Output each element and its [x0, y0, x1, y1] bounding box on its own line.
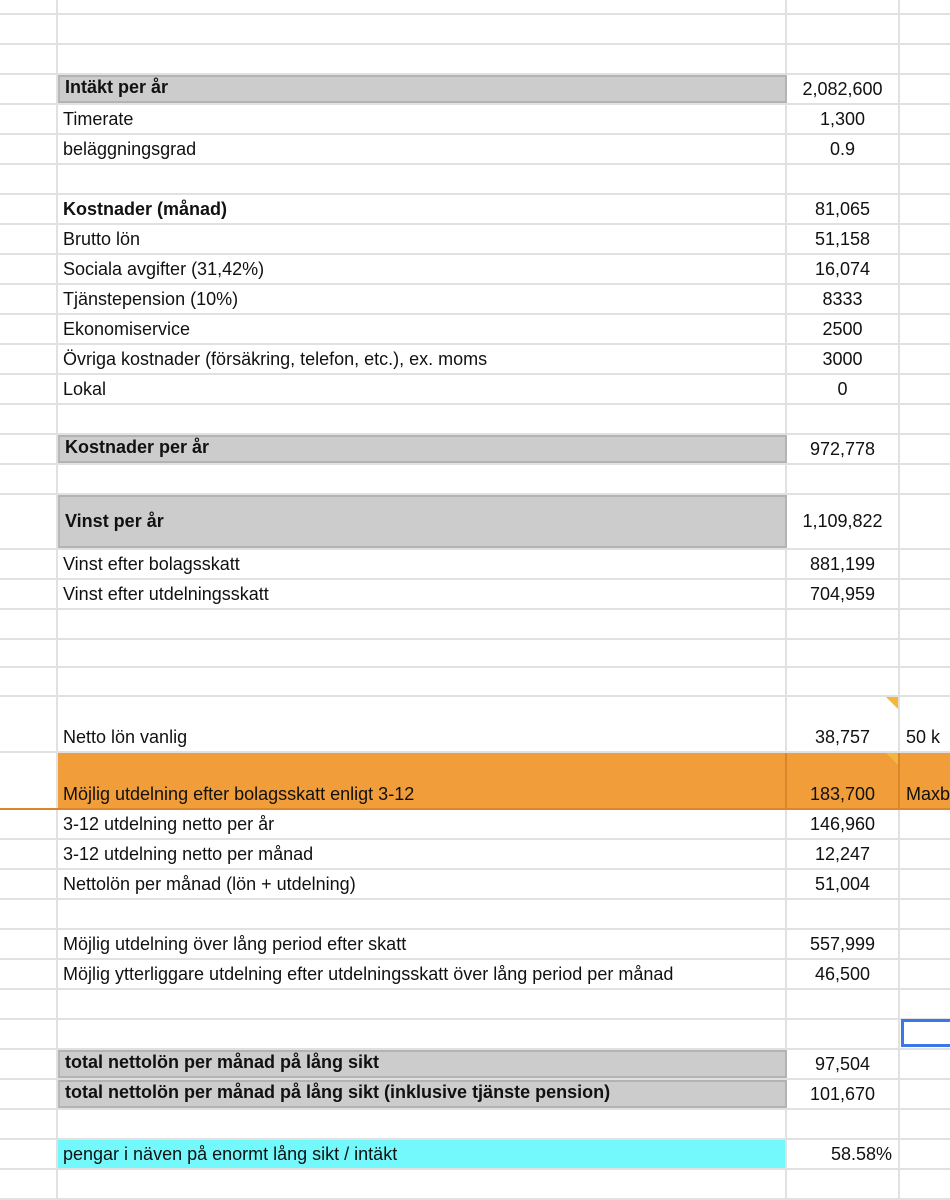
row-header-cell[interactable]	[0, 900, 58, 928]
extra-cell[interactable]	[900, 195, 950, 223]
sheet-row	[0, 580, 950, 610]
label-cell[interactable]: Netto lön vanlig	[58, 697, 787, 751]
row-header-cell[interactable]	[0, 697, 58, 751]
extra-cell[interactable]	[900, 840, 950, 868]
row-header-cell[interactable]	[0, 1050, 58, 1078]
row-header-cell[interactable]	[0, 45, 58, 73]
extra-cell[interactable]	[900, 0, 950, 13]
sheet-row	[0, 900, 950, 930]
row-header-cell[interactable]	[0, 135, 58, 163]
label-cell[interactable]	[58, 465, 787, 493]
row-header-cell[interactable]	[0, 640, 58, 666]
label-cell[interactable]	[58, 405, 787, 433]
value-cell[interactable]	[787, 990, 900, 1018]
row-header-cell[interactable]	[0, 405, 58, 433]
value-cell[interactable]: 51,158	[787, 225, 900, 253]
value-cell[interactable]	[787, 465, 900, 493]
sheet-row	[0, 550, 950, 580]
row-header-cell[interactable]	[0, 1080, 58, 1108]
sheet-row	[0, 15, 950, 45]
label-cell[interactable]	[58, 610, 787, 638]
label-cell[interactable]	[58, 1170, 787, 1198]
value-cell[interactable]	[787, 1020, 900, 1048]
sheet-row	[0, 375, 950, 405]
label-cell[interactable]: beläggningsgrad	[58, 135, 787, 163]
value-cell[interactable]	[787, 900, 900, 928]
label-cell[interactable]: pengar i näven på enormt lång sikt / intäkt	[58, 1140, 787, 1168]
sheet-row	[0, 640, 950, 668]
row-header-cell[interactable]	[0, 580, 58, 608]
sheet-row	[0, 990, 950, 1020]
extra-cell[interactable]	[900, 165, 950, 193]
value-cell[interactable]	[787, 1110, 900, 1138]
row-header-cell[interactable]	[0, 0, 58, 13]
sheet-row-revenue	[0, 75, 950, 105]
sheet-row-dividend	[0, 753, 950, 810]
sheet-row	[0, 135, 950, 165]
row-header-cell[interactable]	[0, 550, 58, 578]
label-cell[interactable]	[58, 900, 787, 928]
extra-cell[interactable]	[900, 550, 950, 578]
value-cell[interactable]	[787, 405, 900, 433]
sheet-row	[0, 1020, 950, 1050]
label-cell[interactable]: Brutto lön	[58, 225, 787, 253]
row-header-cell[interactable]	[0, 75, 58, 103]
value-cell[interactable]	[787, 640, 900, 666]
row-header-cell[interactable]	[0, 870, 58, 898]
comment-indicator-icon[interactable]	[886, 697, 898, 709]
extra-cell[interactable]	[900, 990, 950, 1018]
sheet-row	[0, 405, 950, 435]
sheet-row-total-net	[0, 1050, 950, 1080]
extra-cell[interactable]	[900, 135, 950, 163]
row-header-cell[interactable]	[0, 1140, 58, 1168]
label-cell[interactable]: Lokal	[58, 375, 787, 403]
sheet-row	[0, 840, 950, 870]
row-header-cell[interactable]	[0, 1110, 58, 1138]
value-cell[interactable]: 0	[787, 375, 900, 403]
extra-cell[interactable]	[900, 225, 950, 253]
sheet-row	[0, 0, 950, 15]
value-cell[interactable]: 97,504	[787, 1050, 900, 1078]
value-cell[interactable]: 81,065	[787, 195, 900, 223]
value-cell[interactable]: 16,074	[787, 255, 900, 283]
label-cell[interactable]: Möjlig utdelning efter bolagsskatt enligt 3-12	[58, 753, 787, 808]
extra-cell[interactable]	[900, 435, 950, 463]
sheet-row	[0, 45, 950, 75]
label-cell[interactable]	[58, 990, 787, 1018]
label-cell[interactable]	[58, 1020, 787, 1048]
sheet-row-profit	[0, 495, 950, 550]
row-header-cell[interactable]	[0, 668, 58, 695]
value-cell[interactable]	[787, 45, 900, 73]
extra-cell[interactable]	[900, 610, 950, 638]
sheet-row	[0, 165, 950, 195]
value-cell[interactable]	[787, 15, 900, 43]
value-cell[interactable]	[787, 165, 900, 193]
value-cell[interactable]: 557,999	[787, 930, 900, 958]
extra-cell[interactable]	[900, 285, 950, 313]
comment-indicator-icon[interactable]	[886, 753, 898, 765]
row-header-cell[interactable]	[0, 930, 58, 958]
label-cell[interactable]: Vinst efter utdelningsskatt	[58, 580, 787, 608]
row-header-cell[interactable]	[0, 960, 58, 988]
sheet-row-costs-monthly	[0, 195, 950, 225]
sheet-row	[0, 1170, 950, 1200]
sheet-row	[0, 225, 950, 255]
sheet-row	[0, 315, 950, 345]
value-cell[interactable]: 101,670	[787, 1080, 900, 1108]
value-cell[interactable]: 881,199	[787, 550, 900, 578]
sheet-row	[0, 345, 950, 375]
value-cell[interactable]	[787, 1170, 900, 1198]
extra-cell[interactable]	[900, 495, 950, 548]
row-header-cell[interactable]	[0, 345, 58, 373]
sheet-row	[0, 285, 950, 315]
label-cell[interactable]: total nettolön per månad på lång sikt (inklusive tjänste pension)	[58, 1080, 787, 1108]
extra-cell[interactable]	[900, 960, 950, 988]
label-cell[interactable]	[58, 15, 787, 43]
value-cell[interactable]: 38,757	[787, 697, 900, 751]
extra-cell[interactable]	[900, 105, 950, 133]
row-header-cell[interactable]	[0, 990, 58, 1018]
value-cell-revenue[interactable]: 2,082,600	[787, 75, 900, 103]
sheet-row	[0, 105, 950, 135]
extra-cell[interactable]	[900, 255, 950, 283]
extra-cell[interactable]	[900, 465, 950, 493]
extra-cell[interactable]	[900, 1140, 950, 1168]
extra-cell[interactable]	[900, 15, 950, 43]
extra-cell[interactable]	[900, 45, 950, 73]
sheet-row-net-salary	[0, 697, 950, 753]
row-header-cell[interactable]	[0, 285, 58, 313]
extra-cell[interactable]	[900, 315, 950, 343]
label-cell[interactable]: Övriga kostnader (försäkring, telefon, etc.), ex. moms	[58, 345, 787, 373]
extra-cell[interactable]	[900, 1080, 950, 1108]
sheet-row	[0, 960, 950, 990]
label-cell[interactable]	[58, 0, 787, 13]
selected-cell-outline[interactable]	[901, 1019, 950, 1047]
row-header-cell[interactable]	[0, 1020, 58, 1048]
row-header-cell[interactable]	[0, 375, 58, 403]
value-cell[interactable]: 3000	[787, 345, 900, 373]
label-cell[interactable]	[58, 45, 787, 73]
sheet-row	[0, 610, 950, 640]
value-cell[interactable]: 1,109,822	[787, 495, 900, 548]
extra-cell[interactable]	[900, 810, 950, 838]
label-cell[interactable]: 3-12 utdelning netto per år	[58, 810, 787, 838]
row-header-cell[interactable]	[0, 225, 58, 253]
label-cell[interactable]: Kostnader per år	[58, 435, 787, 463]
row-header-cell[interactable]	[0, 753, 58, 808]
extra-cell[interactable]	[900, 1050, 950, 1078]
extra-cell[interactable]	[900, 900, 950, 928]
row-header-cell[interactable]	[0, 255, 58, 283]
row-header-cell[interactable]	[0, 840, 58, 868]
row-header-cell[interactable]	[0, 105, 58, 133]
extra-cell[interactable]	[900, 75, 950, 103]
value-cell[interactable]: 51,004	[787, 870, 900, 898]
label-cell[interactable]: Kostnader (månad)	[58, 195, 787, 223]
label-cell[interactable]: 3-12 utdelning netto per månad	[58, 840, 787, 868]
label-cell[interactable]: Tjänstepension (10%)	[58, 285, 787, 313]
label-cell[interactable]	[58, 1110, 787, 1138]
sheet-row	[0, 465, 950, 495]
extra-cell[interactable]	[900, 375, 950, 403]
extra-cell[interactable]	[900, 870, 950, 898]
sheet-row	[0, 870, 950, 900]
row-header-cell[interactable]	[0, 465, 58, 493]
sheet-row	[0, 1110, 950, 1140]
sheet-row-ratio	[0, 1140, 950, 1170]
label-cell[interactable]: Sociala avgifter (31,42%)	[58, 255, 787, 283]
extra-cell[interactable]	[900, 640, 950, 666]
value-cell[interactable]: 1,300	[787, 105, 900, 133]
row-header-cell[interactable]	[0, 810, 58, 838]
label-cell[interactable]: Vinst efter bolagsskatt	[58, 550, 787, 578]
label-cell[interactable]: Möjlig ytterliggare utdelning efter utdelningsskatt över lång period per månad	[58, 960, 787, 988]
row-header-cell[interactable]	[0, 315, 58, 343]
sheet-row	[0, 810, 950, 840]
extra-cell[interactable]	[900, 930, 950, 958]
row-header-cell[interactable]	[0, 610, 58, 638]
row-header-cell[interactable]	[0, 435, 58, 463]
sheet-row	[0, 668, 950, 697]
value-cell[interactable]	[787, 668, 900, 695]
sheet-row-costs-yearly	[0, 435, 950, 465]
label-cell[interactable]	[58, 668, 787, 695]
value-cell[interactable]: 12,247	[787, 840, 900, 868]
value-cell[interactable]: 0.9	[787, 135, 900, 163]
row-header-cell[interactable]	[0, 15, 58, 43]
note-cell[interactable]: Maxb	[906, 784, 950, 804]
label-cell[interactable]: Möjlig utdelning över lång period efter skatt	[58, 930, 787, 958]
sheet-row-total-net-pension	[0, 1080, 950, 1110]
value-cell[interactable]: 704,959	[787, 580, 900, 608]
label-cell[interactable]	[58, 165, 787, 193]
value-cell[interactable]: 58.58%	[787, 1140, 900, 1168]
extra-cell[interactable]	[900, 1110, 950, 1138]
value-cell[interactable]: 183,700	[787, 753, 900, 808]
extra-cell[interactable]	[900, 668, 950, 695]
extra-cell[interactable]	[900, 580, 950, 608]
value-cell[interactable]	[787, 0, 900, 13]
row-header-cell[interactable]	[0, 195, 58, 223]
value-cell[interactable]: 8333	[787, 285, 900, 313]
value-cell[interactable]	[787, 610, 900, 638]
value-cell[interactable]: 146,960	[787, 810, 900, 838]
label-cell-revenue[interactable]: Intäkt per år	[58, 75, 787, 103]
row-header-cell[interactable]	[0, 495, 58, 548]
label-cell[interactable]	[58, 640, 787, 666]
label-cell[interactable]: total nettolön per månad på lång sikt	[58, 1050, 787, 1078]
label-cell[interactable]: Vinst per år	[58, 495, 787, 548]
value-cell[interactable]: 972,778	[787, 435, 900, 463]
label-cell[interactable]: Nettolön per månad (lön + utdelning)	[58, 870, 787, 898]
note-cell[interactable]: 50 k	[906, 727, 941, 747]
label-cell[interactable]: Timerate	[58, 105, 787, 133]
sheet-row	[0, 930, 950, 960]
extra-cell[interactable]	[900, 405, 950, 433]
row-header-cell[interactable]	[0, 1170, 58, 1198]
label-cell[interactable]: Ekonomiservice	[58, 315, 787, 343]
sheet-row	[0, 255, 950, 285]
extra-cell[interactable]	[900, 345, 950, 373]
row-header-cell[interactable]	[0, 165, 58, 193]
value-cell[interactable]: 2500	[787, 315, 900, 343]
value-cell[interactable]: 46,500	[787, 960, 900, 988]
extra-cell[interactable]	[900, 1170, 950, 1198]
